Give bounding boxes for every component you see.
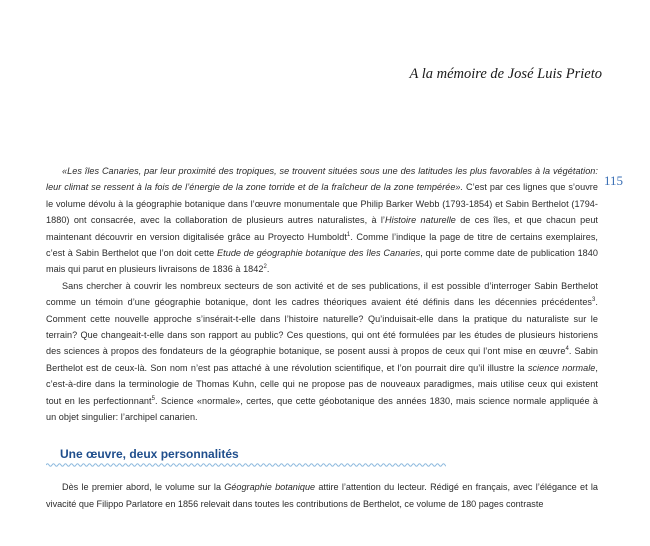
text-run: de ces îles, et que chacun peut maintenant découvrir en version digitalisée grâce au Proyecto Humboldt xyxy=(46,215,598,242)
text-run: , c’est-à-dire dans la terminologie de Thomas Kuhn, celle qui ne propose pas de nouveaux paradigmes, mais utilise ceux qui existent tout en les perfectionnant xyxy=(46,362,598,406)
italic-title: Géographie botanique xyxy=(224,482,316,492)
paragraph-3 xyxy=(46,479,598,513)
text-run: , qui porte comme date de publication 1840 mais qui parut en plusieurs livraisons de 1836 à 1842 xyxy=(46,248,598,275)
text-run: attire l’attention du lecteur. Rédigé en français, avec l’élégance et la vivacité que Filippo Parlatore en 1856 relevait dans toutes les contributions de Berthelot, ce volume de 180 pages contraste xyxy=(46,482,598,509)
italic-title: Histoire naturelle xyxy=(385,215,456,226)
text-run: . Science «normale», certes, que cette géobotanique des années 1830, mais science normale appliquée à un objet singulier: l’archipel canarien. xyxy=(46,395,598,423)
text-run: . Sabin Berthelot est de ceux-là. Son nom n’est pas attaché à une révolution scientifique, et l’on pourrait dire qu’il illustre la xyxy=(46,346,598,373)
footnote-ref[interactable]: 4 xyxy=(565,346,569,353)
text-run: . Comme l’indique la page de titre de certains exemplaires, c’est à Sabin Berthelot que l’on doit cette xyxy=(46,231,598,259)
page-number: 115 xyxy=(604,173,624,188)
text-run: . xyxy=(266,264,270,275)
text-run: C’est par ces lignes que s’ouvre le volume dévolu à la géographie botanique dans l’œuvre monumentale que Philip Barker Webb (1793-1854) et Sabin Berthelot (1794-1880) ont consacrée, avec la collaboration de plusieurs autres naturalistes, à l’ xyxy=(46,182,598,226)
italic-title: Etude de géographie botanique des îles Canaries xyxy=(217,248,421,259)
opening-quote: «Les îles Canaries, par leur proximité des tropiques, se trouvent situées sous une des latitudes les plus favorables à la végétation: leur climat se ressent à la fois de l’énergie de la zone torride et de la fraîcheur de la zone tempérée». xyxy=(46,166,598,193)
footnote-ref[interactable]: 3 xyxy=(592,297,596,304)
wavy-divider xyxy=(46,462,446,468)
text-run: Dès le premier abord, le volume sur la xyxy=(62,482,225,492)
text-run: . Comment cette nouvelle approche s’insérait-t-elle dans l’histoire naturelle? Qu’induisait-elle dans la pratique du naturaliste sur le terrain? Que changeait-t-elle dans son rapport au public? Ces questions, qui ont été formulées par les études de plusieurs historiens des sciences à propos des fondateurs de la géographie botanique, se posent aussi à propos de ceux qui l’ont mise en œuvre xyxy=(46,297,598,357)
footnote-ref[interactable]: 2 xyxy=(263,264,267,271)
paragraph-2 xyxy=(46,278,598,426)
body-text-section-1 xyxy=(46,163,598,426)
body-text-section-2 xyxy=(46,479,598,513)
footnote-ref[interactable]: 5 xyxy=(151,395,156,402)
paragraph-1 xyxy=(46,163,598,278)
dedication: A la mémoire de José Luis Prieto xyxy=(409,66,602,82)
section-heading: Une œuvre, deux personnalités xyxy=(60,447,239,461)
footnote-ref[interactable]: 1 xyxy=(346,231,351,238)
italic-term: science normale xyxy=(527,362,596,373)
text-run: Sans chercher à couvrir les nombreux secteurs de son activité et de ses publications, il est possible d’interroger Sabin Berthelot comme un témoin d’une géographie botanique, dont les cadres théoriques avaient été définis dans les décennies précédentes xyxy=(46,280,598,308)
